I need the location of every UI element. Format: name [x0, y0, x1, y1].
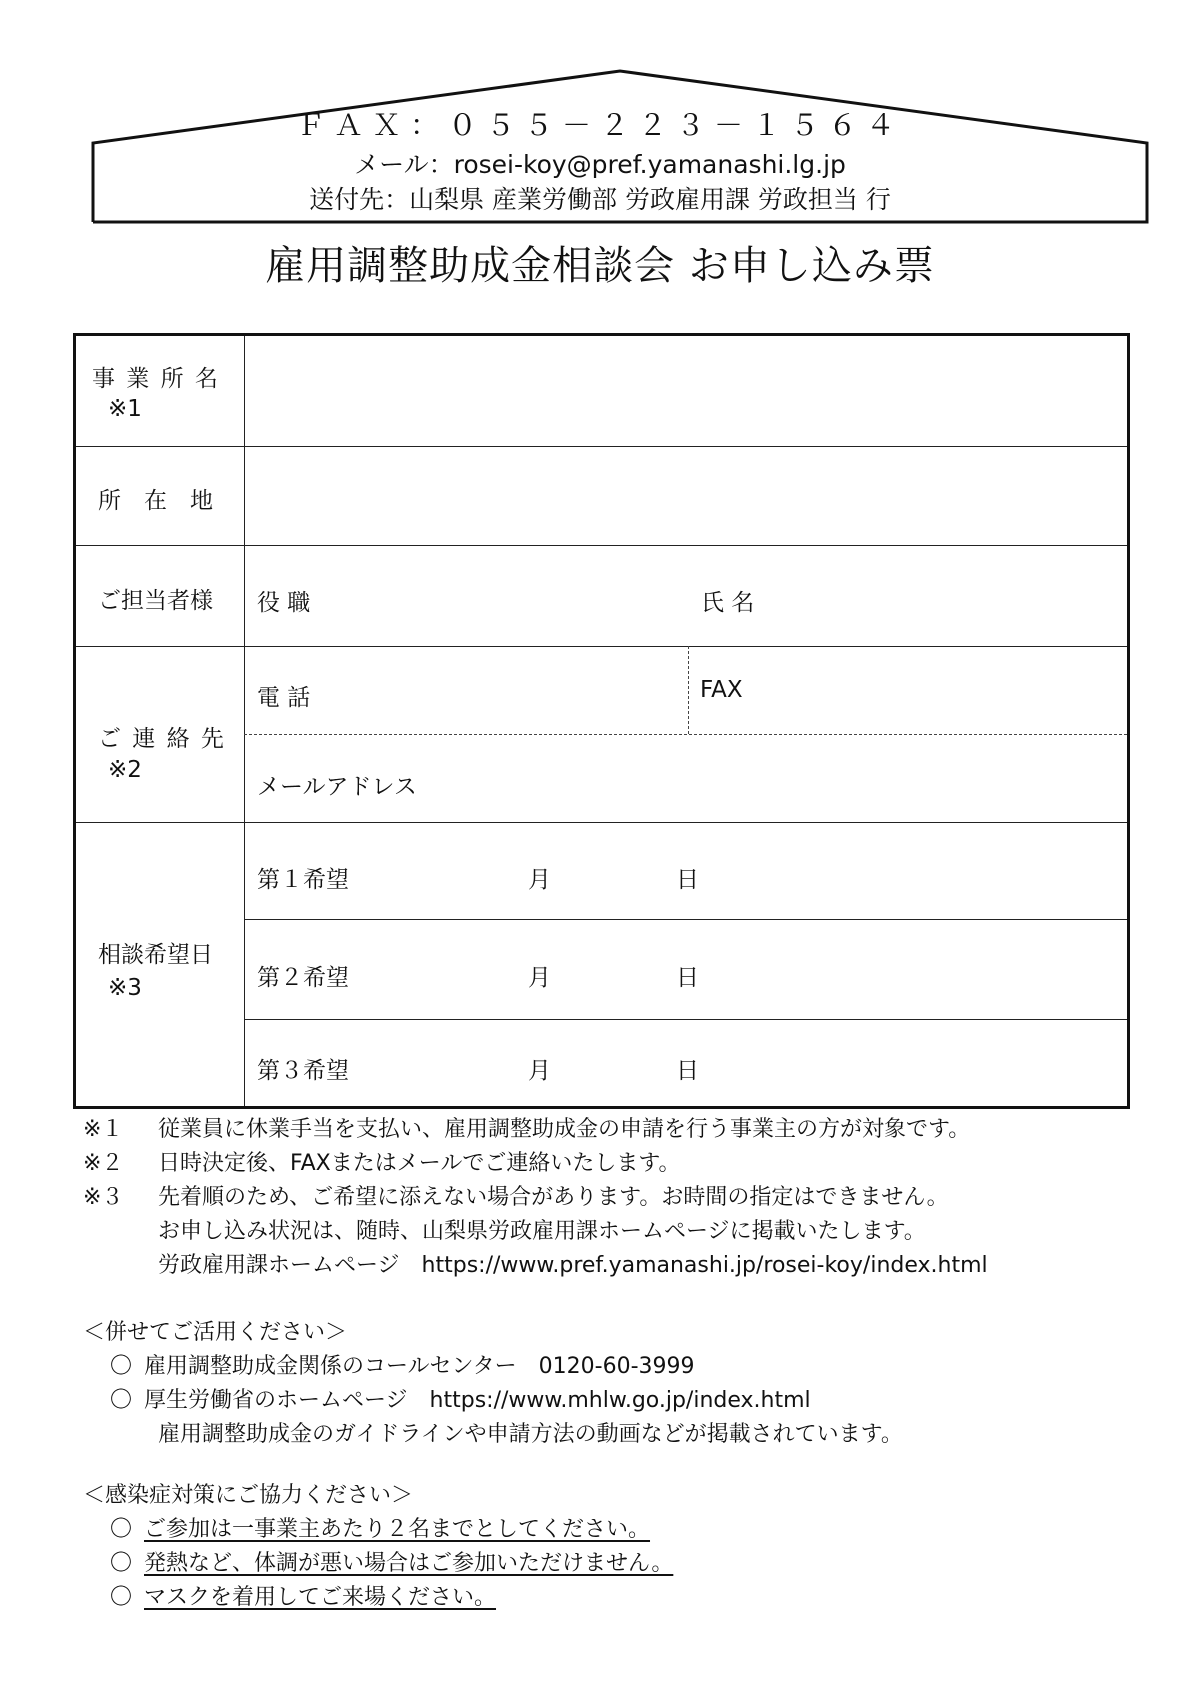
preference-2-label: 第２希望: [257, 965, 349, 991]
email-label: メールアドレス: [257, 774, 417, 800]
header-fax: ＦＡＸ：０５５－２２３－１５６４: [295, 108, 904, 142]
preference-1-day: 日: [676, 867, 699, 893]
page-title: 雇用調整助成金相談会 お申し込み票: [265, 243, 935, 289]
note-2-mark: ※２: [83, 1151, 124, 1176]
office-name-note: ※1: [108, 396, 142, 422]
preference-2-month: 月: [528, 965, 551, 991]
fax-label: FAX: [700, 677, 743, 703]
preferred-date-note: ※3: [108, 975, 142, 1001]
mhlw-homepage-item: 厚生労働省のホームページ https://www.mhlw.go.jp/index.html: [144, 1388, 811, 1413]
preference-3-label: 第３希望: [257, 1058, 349, 1084]
phone-label: 電 話: [257, 685, 311, 711]
infection-heading: ＜感染症対策にご協力ください＞: [83, 1483, 414, 1508]
office-name-field[interactable]: [248, 339, 1123, 443]
also-use-bullet-1: 〇: [110, 1354, 133, 1379]
preference-1-label: 第１希望: [257, 867, 349, 893]
infection-rule-3: マスクを着用してご来場ください。: [144, 1585, 497, 1610]
also-use-bullet-2: 〇: [110, 1388, 133, 1413]
infection-rule-2: 発熱など、体調が悪い場合はご参加いただけません。: [144, 1551, 674, 1576]
preference-1-month: 月: [528, 867, 551, 893]
note-3-text: 先着順のため、ご希望に添えない場合があります。お時間の指定はできません。: [158, 1185, 949, 1210]
call-center-item: 雇用調整助成金関係のコールセンター 0120-60-3999: [144, 1354, 695, 1379]
infection-bullet-3: 〇: [110, 1585, 133, 1610]
name-label: 氏 名: [701, 590, 755, 616]
preferred-date-label: 相談希望日: [98, 942, 213, 968]
mhlw-homepage-description: 雇用調整助成金のガイドラインや申請方法の動画などが掲載されています。: [158, 1422, 903, 1447]
note-2-text: 日時決定後、FAXまたはメールでご連絡いたします。: [158, 1151, 681, 1176]
preference-3-month: 月: [528, 1058, 551, 1084]
contact-person-label: ご担当者様: [98, 588, 213, 614]
note-3-mark: ※３: [83, 1185, 124, 1210]
preference-3-day: 日: [676, 1058, 699, 1084]
contact-note: ※2: [108, 757, 142, 783]
note-3-line2: お申し込み状況は、随時、山梨県労政雇用課ホームページに掲載いたします。: [158, 1219, 926, 1244]
note-1-mark: ※１: [83, 1117, 124, 1142]
position-label: 役 職: [257, 590, 311, 616]
office-name-label: 事 業 所 名: [92, 366, 220, 392]
infection-bullet-2: 〇: [110, 1551, 133, 1576]
preference-2-day: 日: [676, 965, 699, 991]
contact-label: ご 連 絡 先: [98, 726, 226, 752]
infection-bullet-1: 〇: [110, 1517, 133, 1542]
header-destination: 送付先：山梨県 産業労働部 労政雇用課 労政担当 行: [309, 185, 891, 214]
address-label: 所 在 地: [98, 488, 213, 514]
infection-rule-1: ご参加は一事業主あたり２名までとしてください。: [144, 1517, 651, 1542]
also-use-heading: ＜併せてご活用ください＞: [83, 1320, 348, 1345]
address-field[interactable]: [248, 449, 1123, 543]
note-1-text: 従業員に休業手当を支払い、雇用調整助成金の申請を行う事業主の方が対象です。: [158, 1117, 971, 1142]
header-email: メール：rosei-koy@pref.yamanashi.lg.jp: [354, 150, 846, 179]
note-3-line3: 労政雇用課ホームページ https://www.pref.yamanashi.jp/rosei-koy/index.html: [158, 1253, 988, 1278]
application-form-table: [73, 333, 1130, 1109]
